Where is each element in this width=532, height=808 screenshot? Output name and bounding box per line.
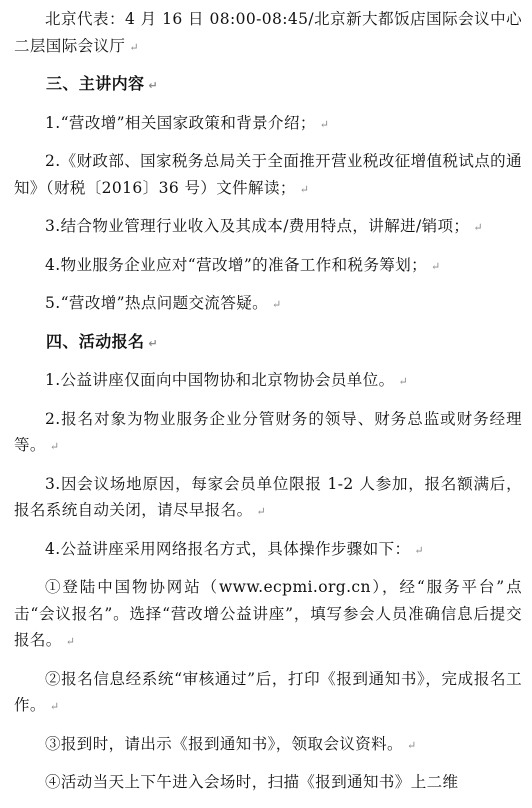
paragraph-mark: ↵ xyxy=(414,543,424,557)
list-item-registration-3: 3.因会议场地原因，每家会员单位限报 1-2 人参加，报名额满后，报名系统自动关闭，请尽早报名。 ↵ xyxy=(14,474,522,519)
paragraph-mark: ↵ xyxy=(148,79,158,92)
list-item-registration-2: 2.报名对象为物业服务企业分管财务的领导、财务总监或财务经理等。 ↵ xyxy=(14,409,522,454)
paragraph-mark: ↵ xyxy=(473,221,483,234)
section-heading-lecture-content: 三、主讲内容 ↵ xyxy=(46,74,158,93)
paragraph-mark: ↵ xyxy=(431,259,441,273)
step-item-3: ③报到时，请出示《报到通知书》，领取会议资料。 ↵ xyxy=(45,734,417,753)
section-heading-registration: 四、活动报名 ↵ xyxy=(46,331,158,351)
paragraph-beijing-venue: 北京代表：4 月 16 日 08:00-08:45/北京新大都饭店国际会议中心二层国际会议厅 ↵ xyxy=(14,10,522,55)
step-item-4: ④活动当天上下午进入会场时，扫描《报到通知书》上二维 xyxy=(45,773,459,791)
list-item-content-5: 5.“营改增”热点问题交流答疑。 ↵ xyxy=(45,294,282,312)
step-item-1: ①登陆中国物协网站（www.ecpmi.org.cn），经“服务平台”点击“会议报名”。选择“营改增公益讲座”，填写参会人员准确信息后提交报名。 ↵ xyxy=(14,578,522,649)
paragraph-mark: ↵ xyxy=(148,336,158,350)
paragraph-mark: ↵ xyxy=(256,505,266,518)
paragraph-mark: ↵ xyxy=(49,440,60,453)
paragraph-mark: ↵ xyxy=(319,117,329,131)
list-item-content-2: 2.《财政部、国家税务总局关于全面推开营业税改征增值税试点的通知》（财税〔2016〕36 号）文件解读； ↵ xyxy=(14,152,522,197)
paragraph-mark: ↵ xyxy=(65,635,75,648)
list-item-registration-1: 1.公益讲座仅面向中国物协和北京物协会员单位。 ↵ xyxy=(45,371,408,389)
paragraph-mark: ↵ xyxy=(272,298,282,311)
step-item-2: ②报名信息经系统“审核通过”后，打印《报到通知书》，完成报名工作。 ↵ xyxy=(14,669,522,714)
list-item-content-3: 3.结合物业管理行业收入及其成本/费用特点，讲解进/销项； ↵ xyxy=(45,217,483,235)
paragraph-mark: ↵ xyxy=(299,182,309,196)
paragraph-mark: ↵ xyxy=(129,40,139,54)
list-item-content-1: 1.“营改增”相关国家政策和背景介绍； ↵ xyxy=(45,113,329,132)
list-item-content-4: 4.物业服务企业应对“营改增”的准备工作和税务筹划； ↵ xyxy=(45,255,441,274)
paragraph-mark: ↵ xyxy=(398,375,408,388)
list-item-registration-4: 4.公益讲座采用网络报名方式，具体操作步骤如下： ↵ xyxy=(45,539,424,558)
paragraph-mark: ↵ xyxy=(406,738,417,752)
paragraph-mark: ↵ xyxy=(49,700,60,713)
